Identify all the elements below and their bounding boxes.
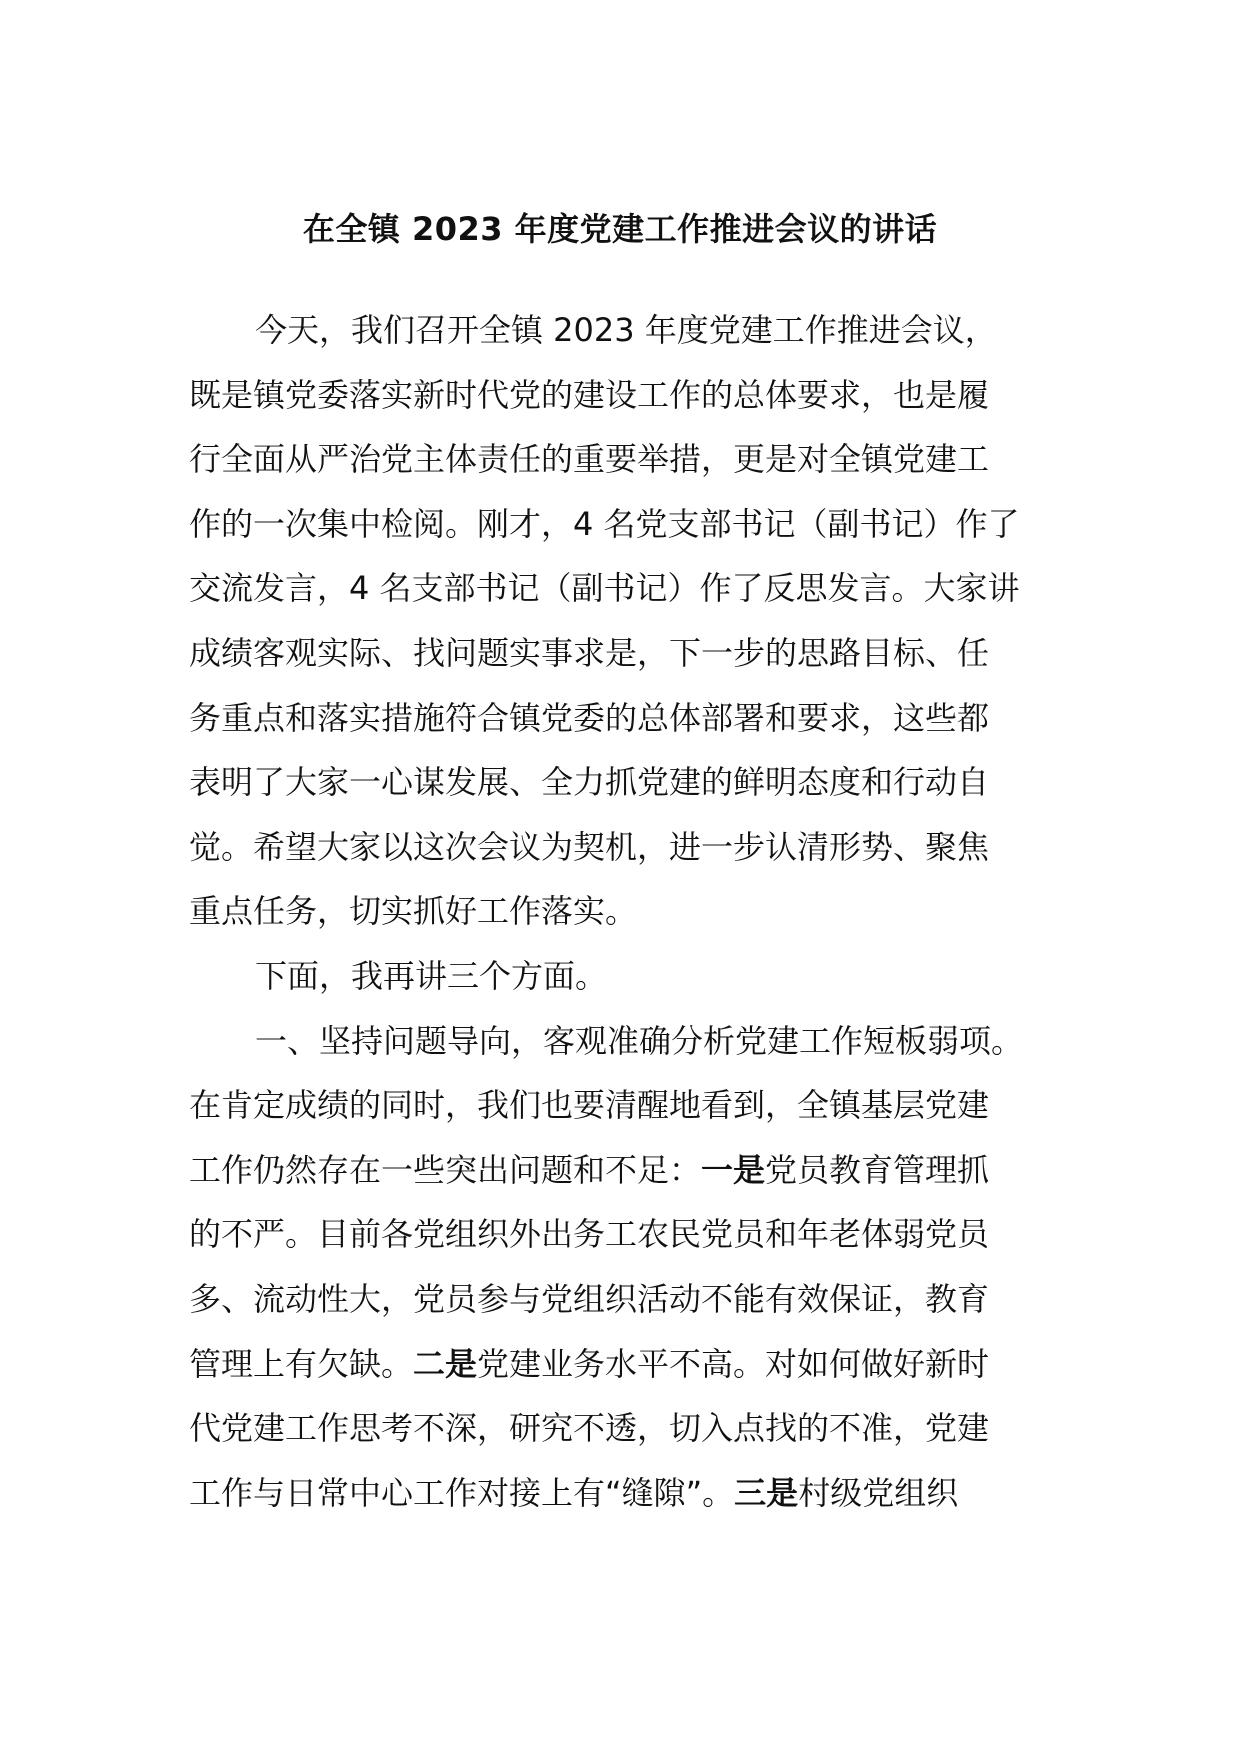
text-segment: 管理上有欠缺。: [189, 1344, 414, 1383]
paragraph-line: [189, 1073, 1069, 1138]
paragraph-line: [189, 1267, 1069, 1332]
text-segment: 党建业务水平不高。对如何做好新时: [477, 1344, 990, 1383]
text-segment: 交流发言，4 名支部书记（副书记）作了反思发言。大家讲: [189, 569, 1020, 608]
paragraph-line: [189, 944, 1069, 1009]
paragraph-line: [189, 1332, 1069, 1397]
paragraph-line: [189, 750, 1069, 815]
bold-marker: 一是: [701, 1150, 766, 1189]
paragraph-line: [189, 1138, 1069, 1203]
text-segment: 觉。希望大家以这次会议为契机，进一步认清形势、聚焦: [189, 827, 990, 866]
text-segment: 在肯定成绩的同时，我们也要清醒地看到，全镇基层党建: [189, 1086, 990, 1125]
paragraph-line: [189, 363, 1069, 428]
text-segment: 表明了大家一心谋发展、全力抓党建的鲜明态度和行动自: [189, 763, 990, 802]
text-segment: 下面，我再讲三个方面。: [255, 956, 608, 995]
text-segment: 重点任务，切实抓好工作落实。: [189, 892, 638, 931]
paragraph-line: [189, 686, 1069, 751]
paragraph-line: [189, 556, 1069, 621]
paragraph-line: [189, 815, 1069, 880]
text-segment: 今天，我们召开全镇 2023 年度党建工作推进会议，: [255, 311, 997, 349]
text-segment: 作的一次集中检阅。刚才，4 名党支部书记（副书记）作了: [189, 504, 1020, 543]
section-heading-line: [189, 1009, 1069, 1074]
text-segment: 成绩客观实际、找问题实事求是，下一步的思路目标、任: [189, 633, 990, 672]
text-segment: 工作与日常中心工作对接上有“缝隙”。: [189, 1473, 735, 1512]
paragraph-line: [189, 492, 1069, 557]
text-segment: 务重点和落实措施符合镇党委的总体部署和要求，这些都: [189, 698, 990, 737]
text-segment: 一、坚持问题导向，客观准确分析党建工作短板弱项。: [255, 1021, 1024, 1060]
paragraph-line: [189, 427, 1069, 492]
text-segment: 党员教育管理抓: [765, 1150, 990, 1189]
paragraph-line: [189, 1461, 1069, 1526]
text-segment: 工作仍然存在一些突出问题和不足：: [189, 1150, 702, 1189]
paragraph-line: [189, 879, 1069, 944]
text-segment: 既是镇党委落实新时代党的建设工作的总体要求，也是履: [189, 375, 990, 414]
paragraph-line: [189, 1396, 1069, 1461]
paragraph-line: [189, 298, 1069, 363]
paragraph-line: [189, 1202, 1069, 1267]
text-segment: 多、流动性大，党员参与党组织活动不能有效保证，教育: [189, 1279, 990, 1318]
bold-marker: 三是: [734, 1473, 799, 1512]
text-segment: 村级党组织: [798, 1473, 959, 1512]
document-title: 在全镇 2023 年度党建工作推进会议的讲话: [302, 210, 938, 248]
bold-marker: 二是: [413, 1344, 478, 1383]
text-segment: 代党建工作思考不深，研究不透，切入点找的不准，党建: [189, 1409, 990, 1448]
text-segment: 的不严。目前各党组织外出务工农民党员和年老体弱党员: [189, 1215, 990, 1254]
document-body: [189, 298, 1069, 1525]
paragraph-line: [189, 621, 1069, 686]
text-segment: 行全面从严治党主体责任的重要举措，更是对全镇党建工: [189, 440, 990, 479]
